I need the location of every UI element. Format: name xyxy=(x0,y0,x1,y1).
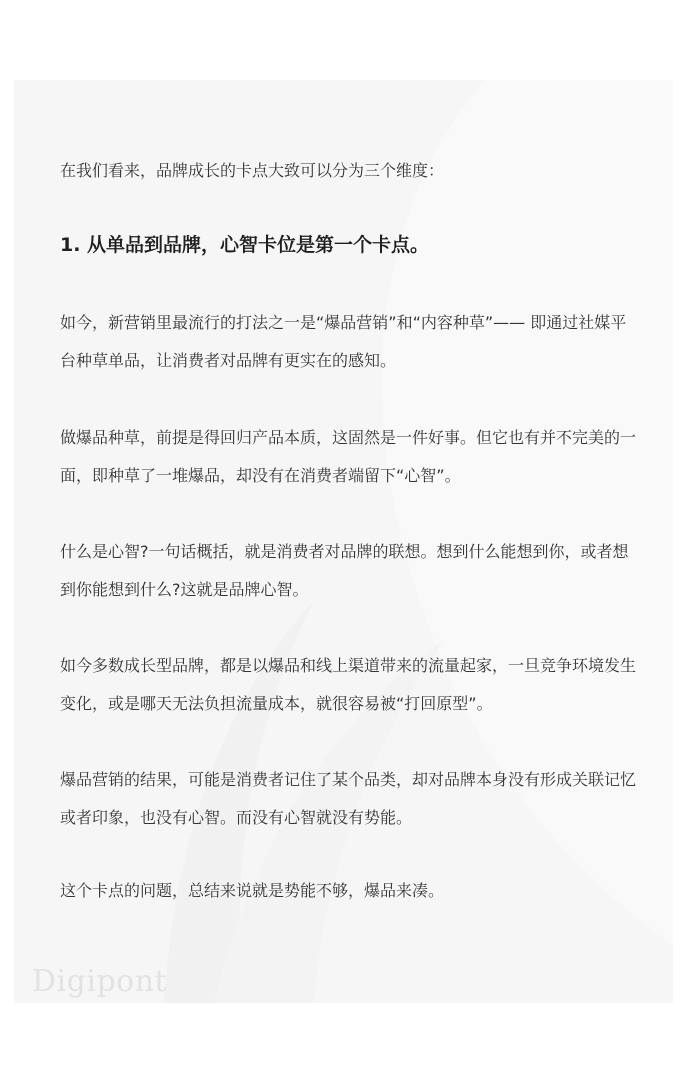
article-card xyxy=(14,80,673,1003)
intro-paragraph: 在我们看来，品牌成长的卡点大致可以分为三个维度： xyxy=(60,161,445,180)
paragraph-3: 什么是心智?一句话概括，就是消费者对品牌的联想。想到什么能想到你，或者想到你能想到什么?这就是品牌心智。 xyxy=(60,542,629,599)
paragraph-2: 做爆品种草，前提是得回归产品本质，这固然是一件好事。但它也有并不完美的一面，即种草了一堆爆品，却没有在消费者端留下“心智”。 xyxy=(60,428,637,485)
paragraph-1: 如今，新营销里最流行的打法之一是“爆品营销”和“内容种草”—— 即通过社媒平台种草单品，让消费者对品牌有更实在的感知。 xyxy=(60,313,627,370)
paragraph-5: 爆品营销的结果，可能是消费者记住了某个品类，却对品牌本身没有形成关联记忆或者印象，也没有心智。而没有心智就没有势能。 xyxy=(60,770,637,827)
paragraph-4: 如今多数成长型品牌，都是以爆品和线上渠道带来的流量起家，一旦竞争环境发生变化，或是哪天无法负担流量成本，就很容易被“打回原型”。 xyxy=(60,656,637,713)
section-heading: 1. 从单品到品牌，心智卡位是第一个卡点。 xyxy=(60,234,430,256)
paragraph-6: 这个卡点的问题，总结来说就是势能不够，爆品来凑。 xyxy=(60,881,445,900)
watermark-logo: Digipont xyxy=(32,964,168,999)
